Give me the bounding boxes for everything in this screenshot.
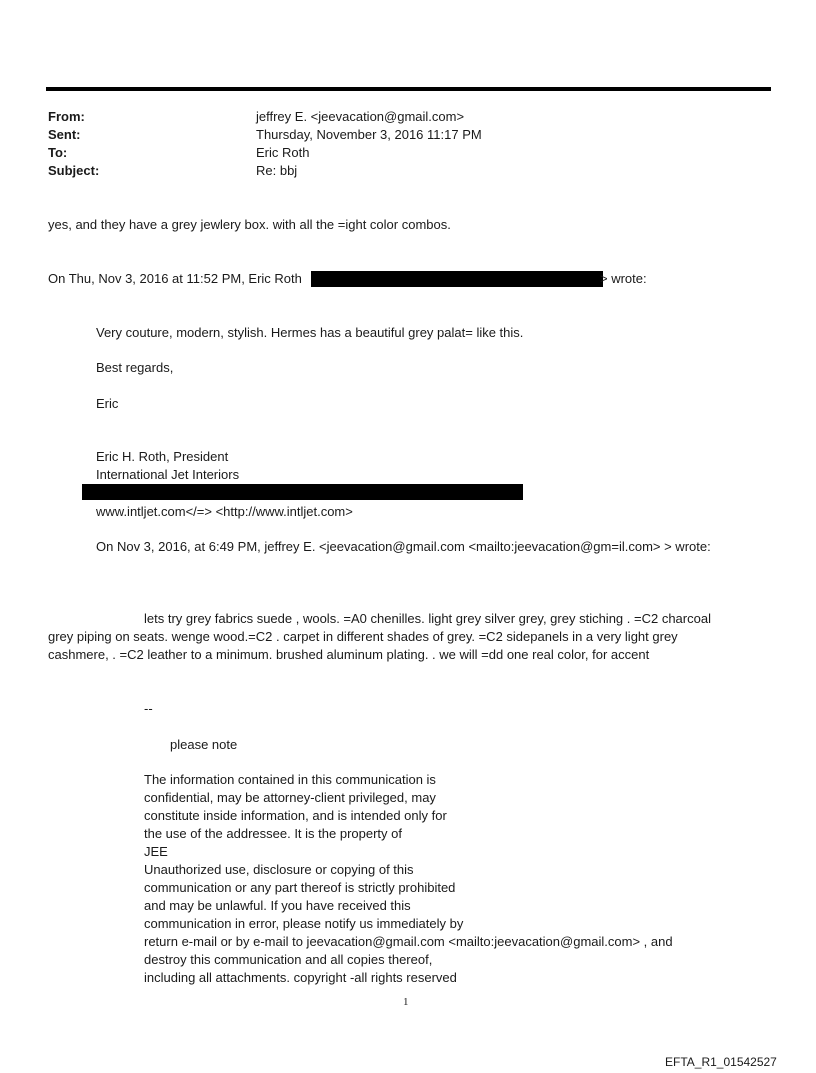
disclaimer-line: confidential, may be attorney-client privileged, may [144, 790, 436, 805]
disclaimer-line: communication in error, please notify us immediately by [144, 916, 464, 931]
subject-value: Re: bbj [256, 163, 298, 178]
disclaimer-line: the use of the addressee. It is the property of [144, 826, 402, 841]
header-rule [46, 87, 771, 91]
quote2-line-2: grey piping on seats. wenge wood.=C2 . carpet in different shades of grey. =C2 sidepanels in a very light grey [48, 629, 678, 644]
disclaimer-line: and may be unlawful. If you have received this [144, 898, 411, 913]
signature-dashes: -- [144, 701, 153, 716]
disclaimer-line: Unauthorized use, disclosure or copying of this [144, 862, 414, 877]
quote1-attribution-suffix: > wrote: [600, 271, 647, 286]
signature-redaction-bar [82, 484, 523, 500]
document-id: EFTA_R1_01542527 [665, 1055, 777, 1069]
reply-body: yes, and they have a grey jewlery box. with all the =ight color combos. [48, 217, 451, 232]
quote2-line-3: cashmere, . =C2 leather to a minimum. brushed aluminum plating. . we will =dd one real color, for accent [48, 647, 650, 662]
signature-url: www.intljet.com</=> <http://www.intljet.com> [96, 504, 353, 519]
quote1-attribution-prefix: On Thu, Nov 3, 2016 at 11:52 PM, Eric Roth [48, 271, 302, 286]
disclaimer-line: communication or any part thereof is strictly prohibited [144, 880, 456, 895]
quote2-attribution: On Nov 3, 2016, at 6:49 PM, jeffrey E. <jeevacation@gmail.com <mailto:jeevacation@gm=il.com> > wrote: [96, 539, 711, 554]
sent-label: Sent: [48, 127, 81, 142]
disclaimer-line: The information contained in this communication is [144, 772, 436, 787]
signature-name: Eric H. Roth, President [96, 449, 229, 464]
page-number: 1 [403, 996, 409, 1008]
disclaimer-line: destroy this communication and all copies thereof, [144, 952, 433, 967]
quote1-name: Eric [96, 396, 119, 411]
sent-value: Thursday, November 3, 2016 11:17 PM [256, 127, 482, 142]
quote1-line1: Very couture, modern, stylish. Hermes has a beautiful grey palat= like this. [96, 325, 524, 340]
from-value: jeffrey E. <jeevacation@gmail.com> [256, 109, 465, 124]
subject-label: Subject: [48, 163, 100, 178]
to-value: Eric Roth [256, 145, 310, 160]
quote2-line-1: lets try grey fabrics suede , wools. =A0 chenilles. light grey silver grey, grey stiching . =C2 charcoal [144, 611, 711, 626]
quote1-closing: Best regards, [96, 360, 174, 375]
to-label: To: [48, 145, 68, 160]
disclaimer-line: return e-mail or by e-mail to jeevacation@gmail.com <mailto:jeevacation@gmail.com> , and [144, 934, 673, 949]
redaction-bar [311, 271, 603, 287]
disclaimer-line: constitute inside information, and is intended only for [144, 808, 447, 823]
please-note: please note [170, 737, 238, 752]
disclaimer-line: including all attachments. copyright -all rights reserved [144, 970, 457, 985]
from-label: From: [48, 109, 85, 124]
disclaimer-block [144, 771, 673, 987]
disclaimer-line: JEE [144, 844, 168, 859]
signature-company: International Jet Interiors [96, 467, 240, 482]
